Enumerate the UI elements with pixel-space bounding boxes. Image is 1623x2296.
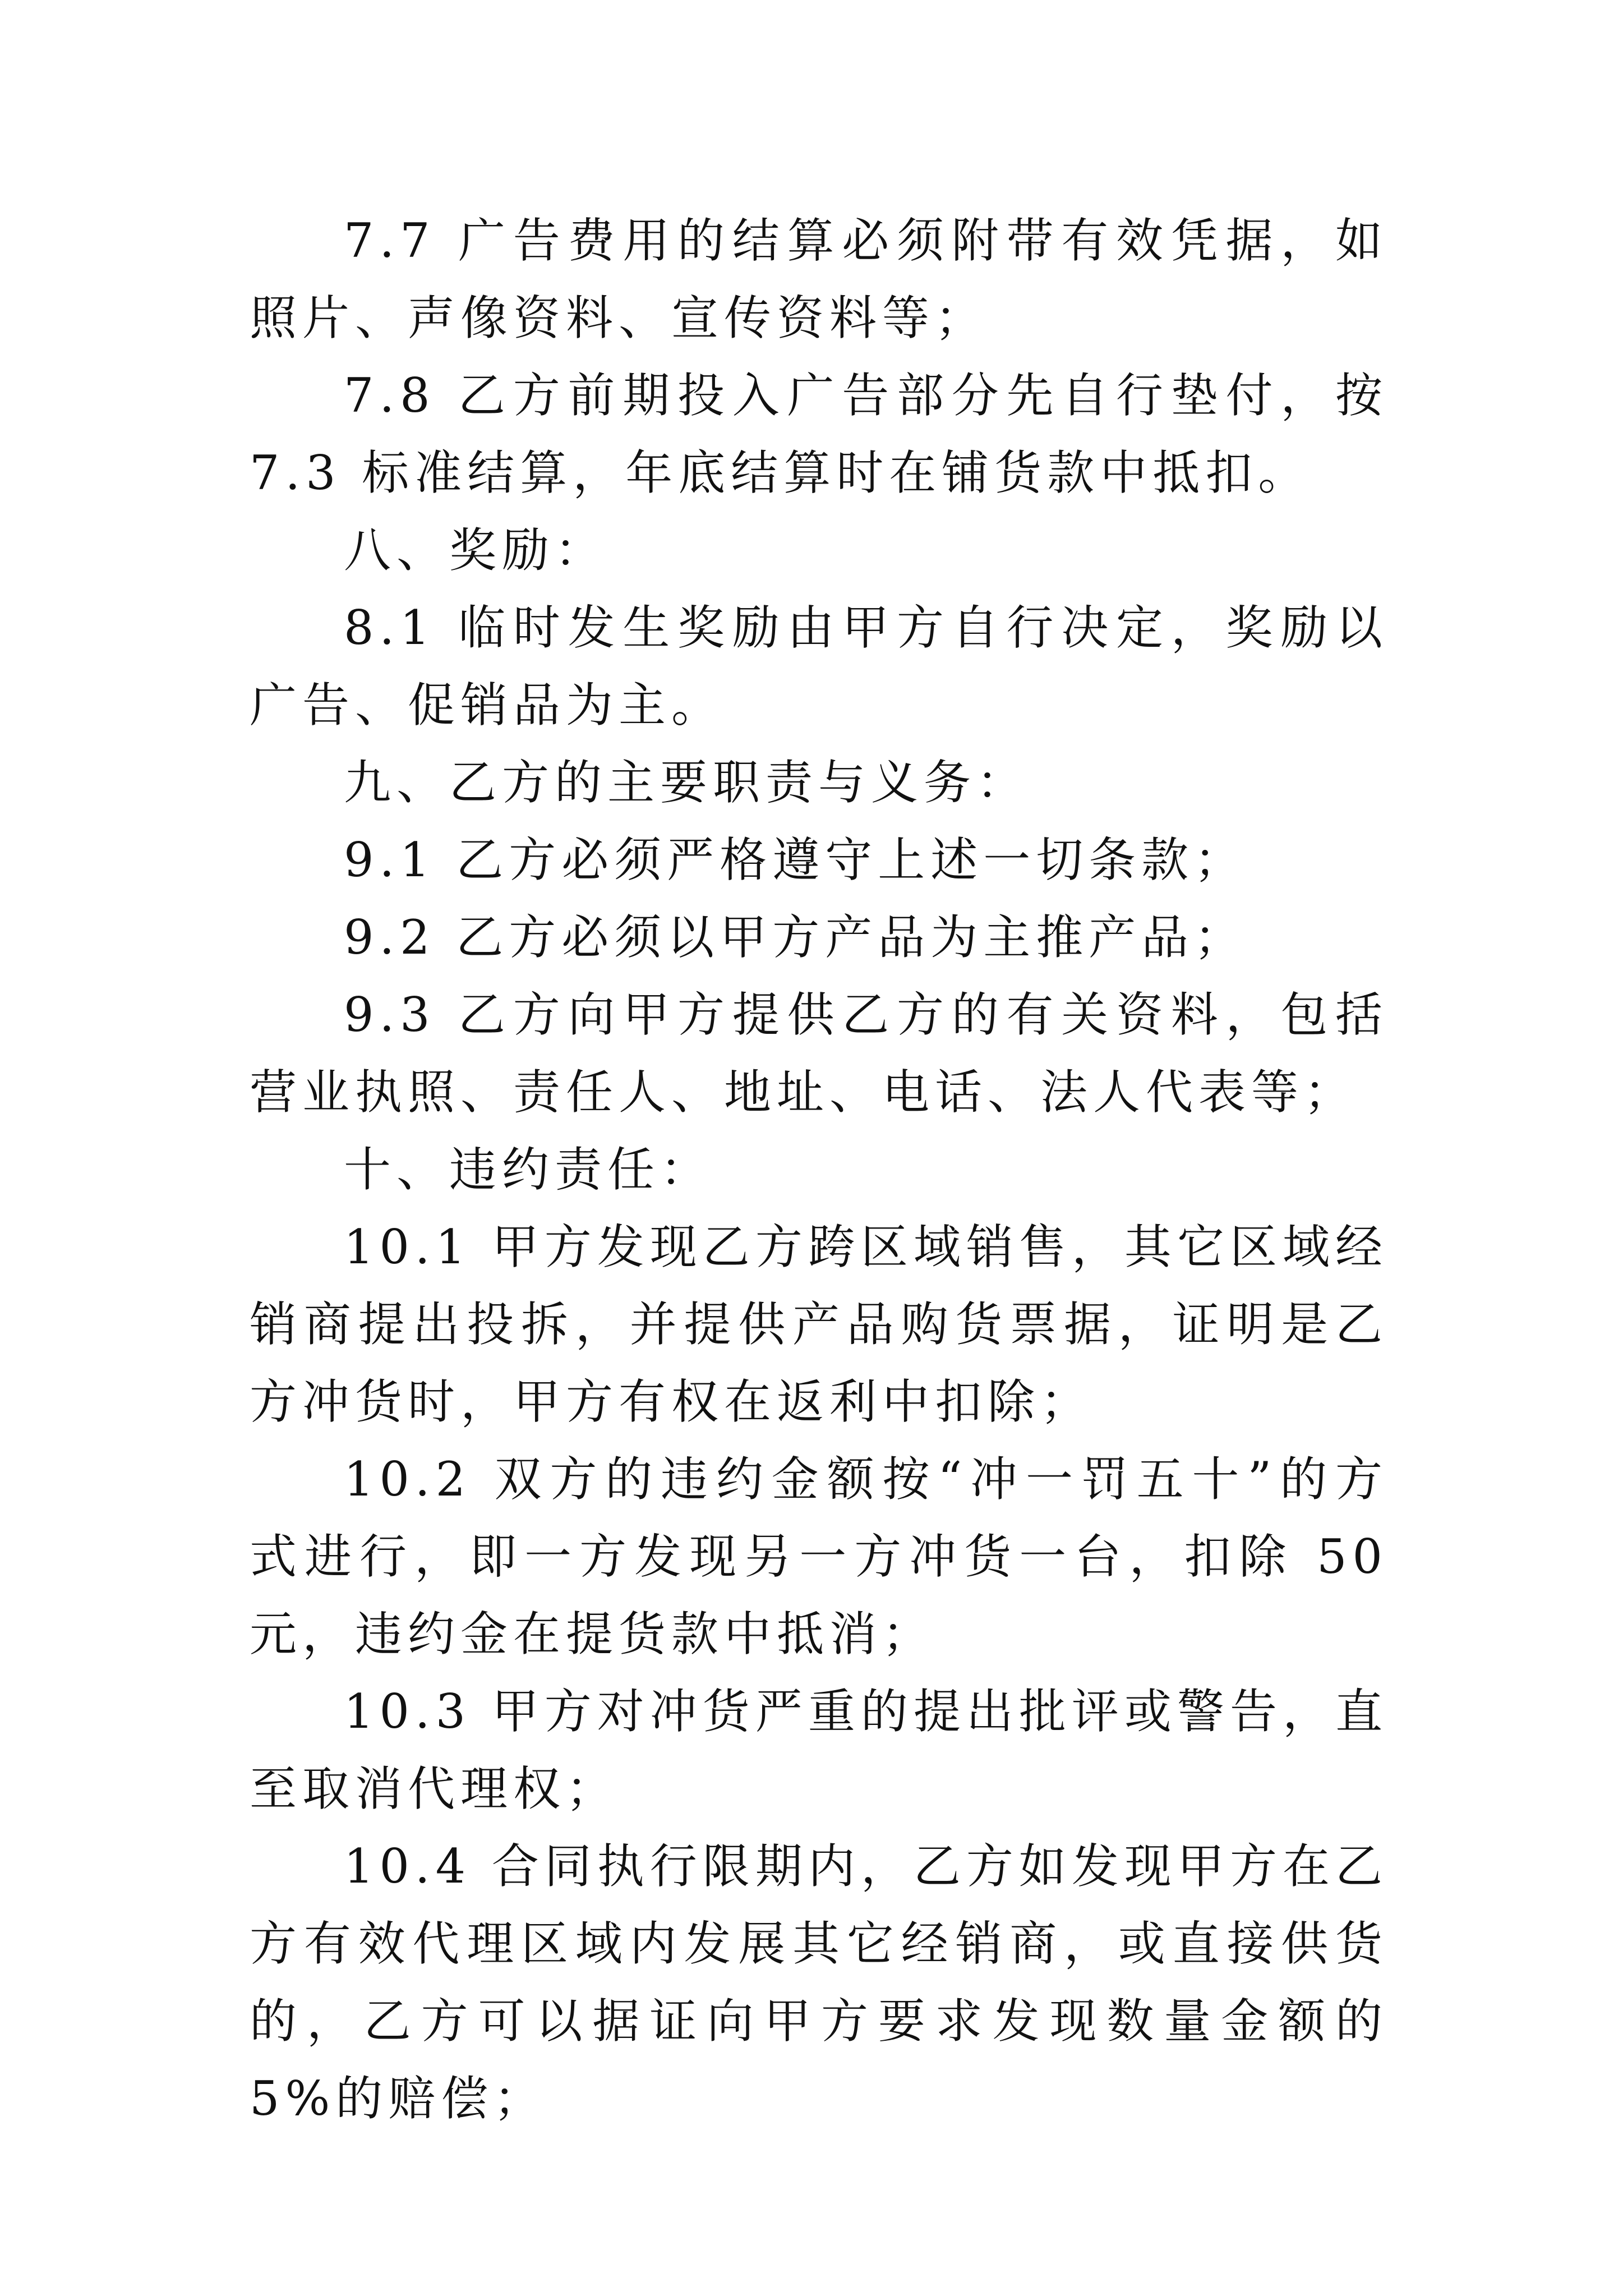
clause-10-1: 10.1 甲方发现乙方跨区域销售，其它区域经销商提出投拆，并提供产品购货票据，证明是乙方冲货时，甲方有权在返利中扣除；: [250, 1220, 1388, 1429]
clause-7-8: 7.8 乙方前期投入广告部分先自行垫付，按 7.3 标准结算，年底结算时在铺货款中抵扣。: [250, 368, 1388, 500]
clause-7-7: 7.7 广告费用的结算必须附带有效凭据，如照片、声像资料、宣传资料等；: [250, 213, 1388, 346]
section-heading-9: 九、乙方的主要职责与义务：: [344, 755, 1030, 810]
clause-10-4: 10.4 合同执行限期内，乙方如发现甲方在乙方有效代理区域内发展其它经销商，或直接供货的，乙方可以据证向甲方要求发现数量金额的 5%的赔偿；: [250, 1839, 1388, 2126]
clause-9-2: 9.2 乙方必须以甲方产品为主推产品；: [344, 910, 1247, 965]
clause-10-3: 10.3 甲方对冲货严重的提出批评或警告，直至取消代理权；: [250, 1684, 1388, 1816]
section-heading-10: 十、违约责任：: [344, 1142, 713, 1197]
document-body: [250, 202, 1388, 2137]
clause-8-1: 8.1 临时发生奖励由甲方自行决定，奖励以广告、促销品为主。: [250, 600, 1388, 733]
clause-9-1: 9.1 乙方必须严格遵守上述一切条款；: [344, 832, 1247, 887]
section-heading-8: 八、奖励：: [344, 523, 608, 578]
clause-10-2: 10.2 双方的违约金额按“冲一罚五十”的方式进行，即一方发现另一方冲货一台，扣除 50 元，违约金在提货款中抵消；: [250, 1452, 1388, 1662]
clause-9-3: 9.3 乙方向甲方提供乙方的有关资料，包括营业执照、责任人、地址、电话、法人代表等；: [250, 987, 1388, 1120]
